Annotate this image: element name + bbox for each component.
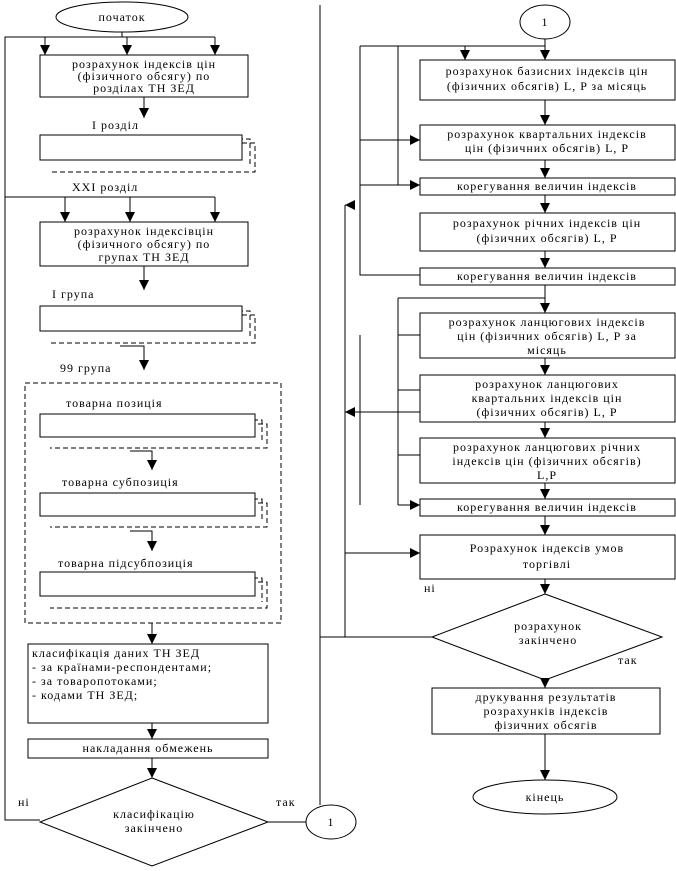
classification-line-4: - кодами ТН ЗЕД;: [32, 688, 139, 702]
groups-calc-line-2: (фізичного обсягу) по: [77, 237, 211, 251]
position-box: [40, 414, 255, 437]
print-line-2: розрахунків індексів: [483, 704, 609, 718]
classification-decision-line-2: закінчено: [124, 821, 184, 835]
left-yes-label: так: [276, 795, 296, 809]
group-box-first: [40, 306, 242, 331]
subposition-label: товарна субпозиція: [62, 475, 179, 489]
connector-right-label: 1: [541, 15, 549, 29]
right-yes-label: так: [618, 653, 638, 667]
sections-calc-line-2: (фізичного обсягу) по: [77, 69, 211, 83]
basic-line-2: (фізичних обсягів) L, P за місяць: [446, 79, 648, 93]
quarterly-line-1: розрахунок квартальних індексів: [447, 127, 647, 141]
end-label: кінець: [525, 790, 565, 804]
quarterly-line-2: цін (фізичних обсягів) L, P: [464, 141, 630, 155]
chain-monthly-line-3: місяць: [527, 343, 567, 357]
terms-of-trade-line-2: торгівлі: [522, 557, 572, 571]
calc-decision-line-1: розрахунок: [514, 619, 582, 633]
groups-calc-line-1: розрахунок індексівцін: [73, 224, 215, 238]
chain-annual-line-1: розрахунок ланцюгових річних: [453, 440, 641, 454]
chain-monthly-line-2: цін (фізичних обсягів) L, P за: [457, 329, 637, 343]
right-no-label: ні: [424, 581, 436, 595]
classification-line-2: - за країнами-респондентами;: [32, 660, 213, 674]
subsubposition-label: товарна підсубпозиція: [58, 556, 194, 570]
chain-annual-line-2: індексів цін (фізичних обсягів): [452, 454, 642, 468]
section-first-label: І розділ: [92, 118, 139, 132]
calc-decision-line-2: закінчено: [518, 633, 578, 647]
right-outer-loop: [360, 46, 420, 185]
print-line-1: друкування результатів: [475, 690, 617, 704]
sections-calc-line-3: розділах ТН ЗЕД: [93, 81, 195, 95]
chain-quarterly-line-2: квартальних індексів цін: [471, 391, 623, 405]
correction-label-1: корегування величин індексів: [457, 179, 637, 193]
section-last-label: XXI розділ: [72, 180, 139, 194]
group-last-label: 99 група: [60, 361, 112, 375]
chain-monthly-line-1: розрахунок ланцюгових індексів: [448, 315, 646, 329]
group-first-label: І група: [52, 287, 95, 301]
chain-quarterly-line-3: (фізичних обсягів) L, P: [476, 405, 618, 419]
left-no-label: ні: [18, 795, 30, 809]
restrictions-label: накладання обмежень: [82, 741, 214, 755]
classification-line-3: - за товаропотоками;: [32, 674, 158, 688]
terms-of-trade-line-1: Розрахунок індексів умов: [469, 541, 625, 555]
subsubposition-box: [40, 572, 255, 596]
annual-line-1: розрахунок річних індексів цін: [452, 216, 642, 230]
classification-decision-line-1: класифікацію: [113, 807, 195, 821]
chain-annual-line-3: L,P: [536, 468, 558, 482]
groups-calc-line-3: групах ТН ЗЕД: [98, 250, 190, 264]
subposition-box: [40, 493, 255, 516]
chain-quarterly-line-1: розрахунок ланцюгових: [475, 377, 619, 391]
position-label: товарна позиція: [66, 396, 163, 410]
start-label: початок: [98, 10, 146, 24]
correction-label-2: корегування величин індексів: [457, 269, 637, 283]
section-box-first: [40, 135, 242, 160]
classification-line-1: класифікація даних ТН ЗЕД: [32, 646, 201, 660]
print-line-3: фізичних обсягів: [494, 718, 598, 732]
correction-label-3: корегування величин індексів: [457, 500, 637, 514]
connector-left-label: 1: [327, 815, 335, 829]
basic-line-1: розрахунок базисних індексів цін: [445, 64, 649, 78]
annual-line-2: (фізичних обсягів) L, P: [476, 231, 618, 245]
sections-calc-line-1: розрахунок індексів цін: [71, 57, 217, 71]
